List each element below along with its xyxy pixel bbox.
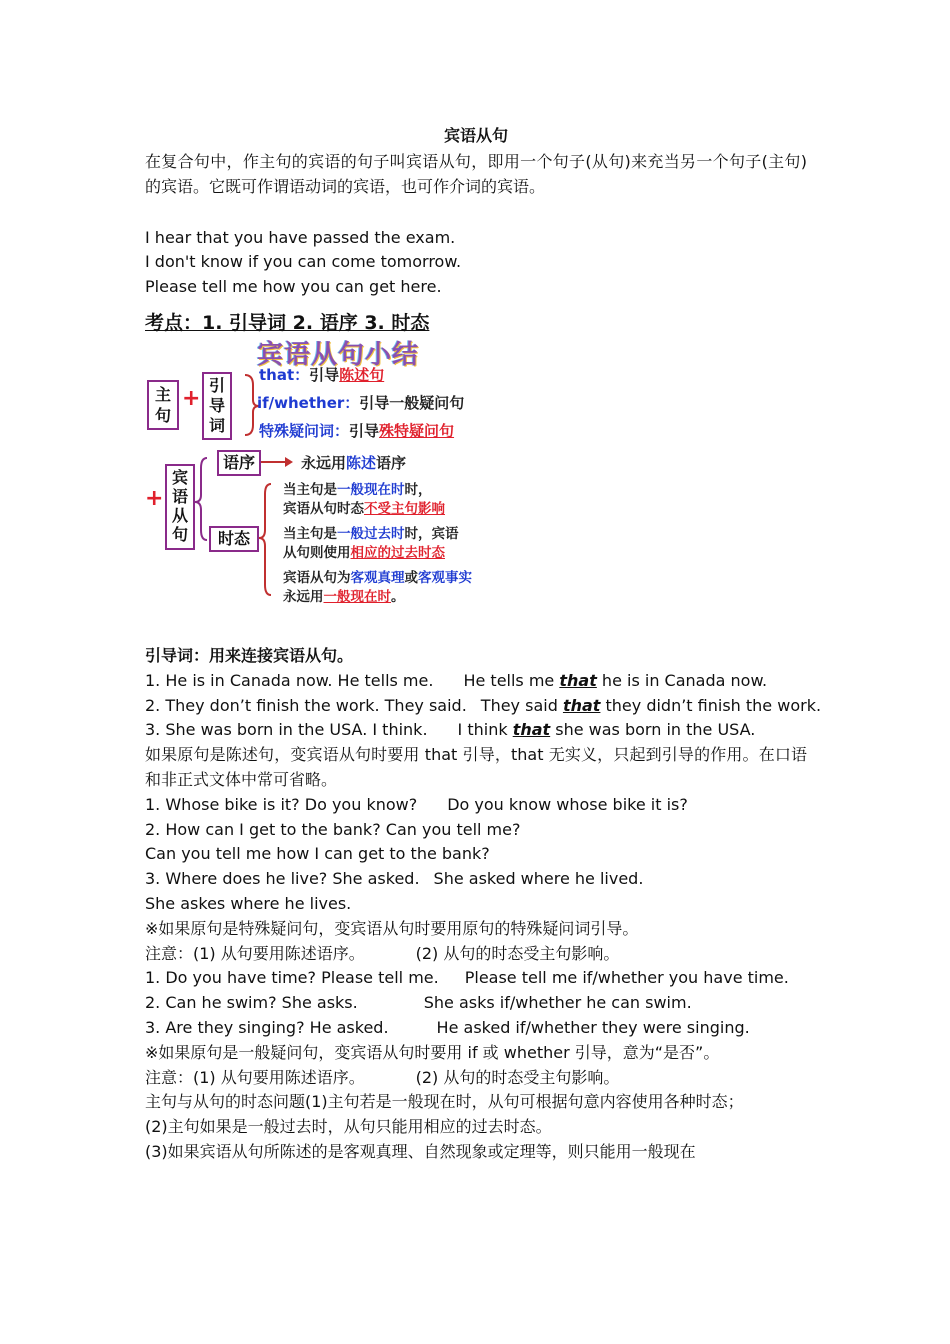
s3-converted-b: she was born in the USA. — [550, 720, 756, 740]
t3-c: 永远用 — [283, 588, 324, 605]
t2-a: 当主句是 — [283, 525, 337, 542]
special-red: 殊特疑问句 — [379, 421, 455, 440]
s2-that: that — [562, 695, 601, 715]
document-content — [145, 122, 822, 1165]
connector-heading: 引导词：用来连接宾语从句。 — [145, 645, 354, 665]
lower-brace — [195, 458, 207, 540]
order-text-1: 永远用 — [301, 453, 347, 472]
tense-rule-1a — [283, 478, 432, 498]
yn-example-3 — [145, 1016, 807, 1041]
if-label: if/whether： — [257, 393, 360, 412]
s1-converted-b: he is in Canada now. — [596, 670, 768, 690]
note-tense-3: (3)如果宾语从句所陈述的是客观真理、自然现象或定理等，则只能用一般现在 — [145, 1141, 696, 1161]
t1-red: 不受主句影响 — [364, 500, 445, 517]
key-points-heading: 考点：1. 引导词 2. 语序 3. 时态 — [145, 311, 430, 334]
s1-converted-a: He tells me — [463, 670, 560, 690]
special-row — [259, 420, 454, 441]
t3-b: 或 — [404, 569, 418, 586]
example-1: I hear that you have passed the exam. — [145, 227, 456, 247]
note-attention-2: 注意：(1) 从句要用陈述语序。 (2) 从句的时态受主句影响。 — [145, 1067, 620, 1087]
note-tense-1: 主句与从句的时态问题(1)主句若是一般现在时，从句可根据句意内容使用各种时态； — [145, 1092, 744, 1112]
t1-blue: 一般现在时 — [337, 481, 405, 498]
plus-sign-2: + — [145, 485, 164, 511]
wh-example-2b: Can you tell me how I can get to the bank? — [145, 844, 490, 864]
order-arrow-head — [285, 457, 293, 467]
tense-rule-1b — [283, 497, 445, 517]
main-clause-box: 主句 — [147, 380, 179, 430]
s3-that: that — [512, 720, 551, 740]
summary-diagram — [145, 340, 525, 610]
example-2: I don't know if you can come tomorrow. — [145, 252, 462, 272]
t3-red: 一般现在时 — [323, 588, 391, 605]
order-text-2: 语序 — [376, 453, 407, 472]
s3-original: 3. She was born in the USA. I think. — [145, 720, 428, 740]
if-row — [257, 392, 464, 413]
t1-a: 当主句是 — [283, 481, 337, 498]
that-row — [259, 364, 384, 385]
that-example-3 — [145, 718, 807, 743]
intro-paragraph: 在复合句中，作主句的宾语的句子叫宾语从句，即用一个句子(从句)来充当另一个句子(主句)的宾语。它既可作谓语动词的宾语，也可作介词的宾语。 — [145, 152, 807, 196]
y3-converted: He asked if/whether they were singing. — [436, 1017, 750, 1037]
that-label: that： — [259, 365, 310, 384]
connector-box: 引导词 — [202, 372, 232, 440]
t2-blue: 一般过去时 — [337, 525, 405, 542]
s1-original: 1. He is in Canada now. He tells me. — [145, 670, 434, 690]
tense-rule-2b — [283, 541, 445, 561]
that-example-1 — [145, 669, 807, 694]
tense-rule-2a — [283, 522, 459, 542]
that-example-2 — [145, 694, 822, 719]
if-text: 引导一般疑问句 — [359, 393, 465, 412]
s1-that: that — [559, 670, 597, 690]
blank-line — [145, 200, 807, 226]
t3-blue-1: 客观真理 — [350, 569, 405, 586]
q3-original: 3. Where does he live? She asked. — [145, 869, 420, 889]
s3-converted-a: I think — [457, 720, 513, 740]
t2-c: 从句则使用 — [283, 544, 351, 561]
example-3: Please tell me how you can get here. — [145, 277, 442, 297]
order-blue: 陈述 — [346, 453, 377, 472]
clause-box: 宾语从句 — [165, 464, 195, 550]
q3-converted: She asked where he lived. — [433, 869, 644, 889]
special-label: 特殊疑问词： — [259, 421, 350, 440]
tense-rule-3a — [283, 566, 472, 586]
t2-red: 相应的过去时态 — [350, 544, 445, 561]
y2-original: 2. Can he swim? She asks. — [145, 993, 358, 1013]
doc-title: 宾语从句 — [443, 126, 508, 145]
t1-b: 时， — [404, 481, 432, 498]
q1-converted: Do you know whose bike it is? — [447, 794, 688, 814]
note-yn: ※如果原句是一般疑问句，变宾语从句时要用 if 或 whether 引导，意为“是否”。 — [145, 1042, 720, 1062]
s2-original: 2. They don’t finish the work. They said. — [145, 695, 467, 715]
wh-example-3b: She askes where he lives. — [145, 893, 352, 913]
tense-rule-3b — [283, 585, 405, 605]
note-that: 如果原句是陈述句，变宾语从句时要用 that 引导，that 无实义，只起到引导的作用。在口语和非正式文体中常可省略。 — [145, 745, 807, 789]
special-text: 引导 — [349, 421, 380, 440]
that-red: 陈述句 — [339, 365, 385, 384]
diagram-title: 宾语从句小结 — [257, 339, 420, 370]
tense-box: 时态 — [209, 526, 259, 552]
order-box: 语序 — [217, 450, 261, 476]
plus-sign-1: + — [182, 385, 201, 411]
note-attention-1: 注意：(1) 从句要用陈述语序。 (2) 从句的时态受主句影响。 — [145, 943, 620, 963]
note-wh: ※如果原句是特殊疑问句，变宾语从句时要用原句的特殊疑问词引导。 — [145, 918, 639, 938]
q1-original: 1. Whose bike is it? Do you know? — [145, 794, 418, 814]
note-tense-2: (2)主句如果是一般过去时，从句只能用相应的过去时态。 — [145, 1117, 552, 1137]
t3-blue-2: 客观事实 — [418, 569, 472, 586]
t3-d: 。 — [391, 588, 405, 605]
yn-example-1 — [145, 966, 807, 991]
that-text: 引导 — [309, 365, 340, 384]
order-row — [301, 452, 406, 473]
s2-converted-a: They said — [480, 695, 563, 715]
s2-converted-b: they didn’t finish the work. — [600, 695, 822, 715]
t3-a: 宾语从句为 — [283, 569, 351, 586]
t1-c: 宾语从句时态 — [283, 500, 364, 517]
y1-converted: Please tell me if/whether you have time. — [464, 968, 789, 988]
y1-original: 1. Do you have time? Please tell me. — [145, 968, 439, 988]
t2-b: 时，宾语 — [404, 525, 459, 542]
wh-example-3 — [145, 867, 807, 892]
yn-example-2 — [145, 991, 807, 1016]
y2-converted: She asks if/whether he can swim. — [423, 993, 692, 1013]
wh-example-1 — [145, 793, 807, 818]
tense-brace — [259, 484, 271, 595]
wh-example-2: 2. How can I get to the bank? Can you tell me? — [145, 819, 521, 839]
y3-original: 3. Are they singing? He asked. — [145, 1017, 389, 1037]
